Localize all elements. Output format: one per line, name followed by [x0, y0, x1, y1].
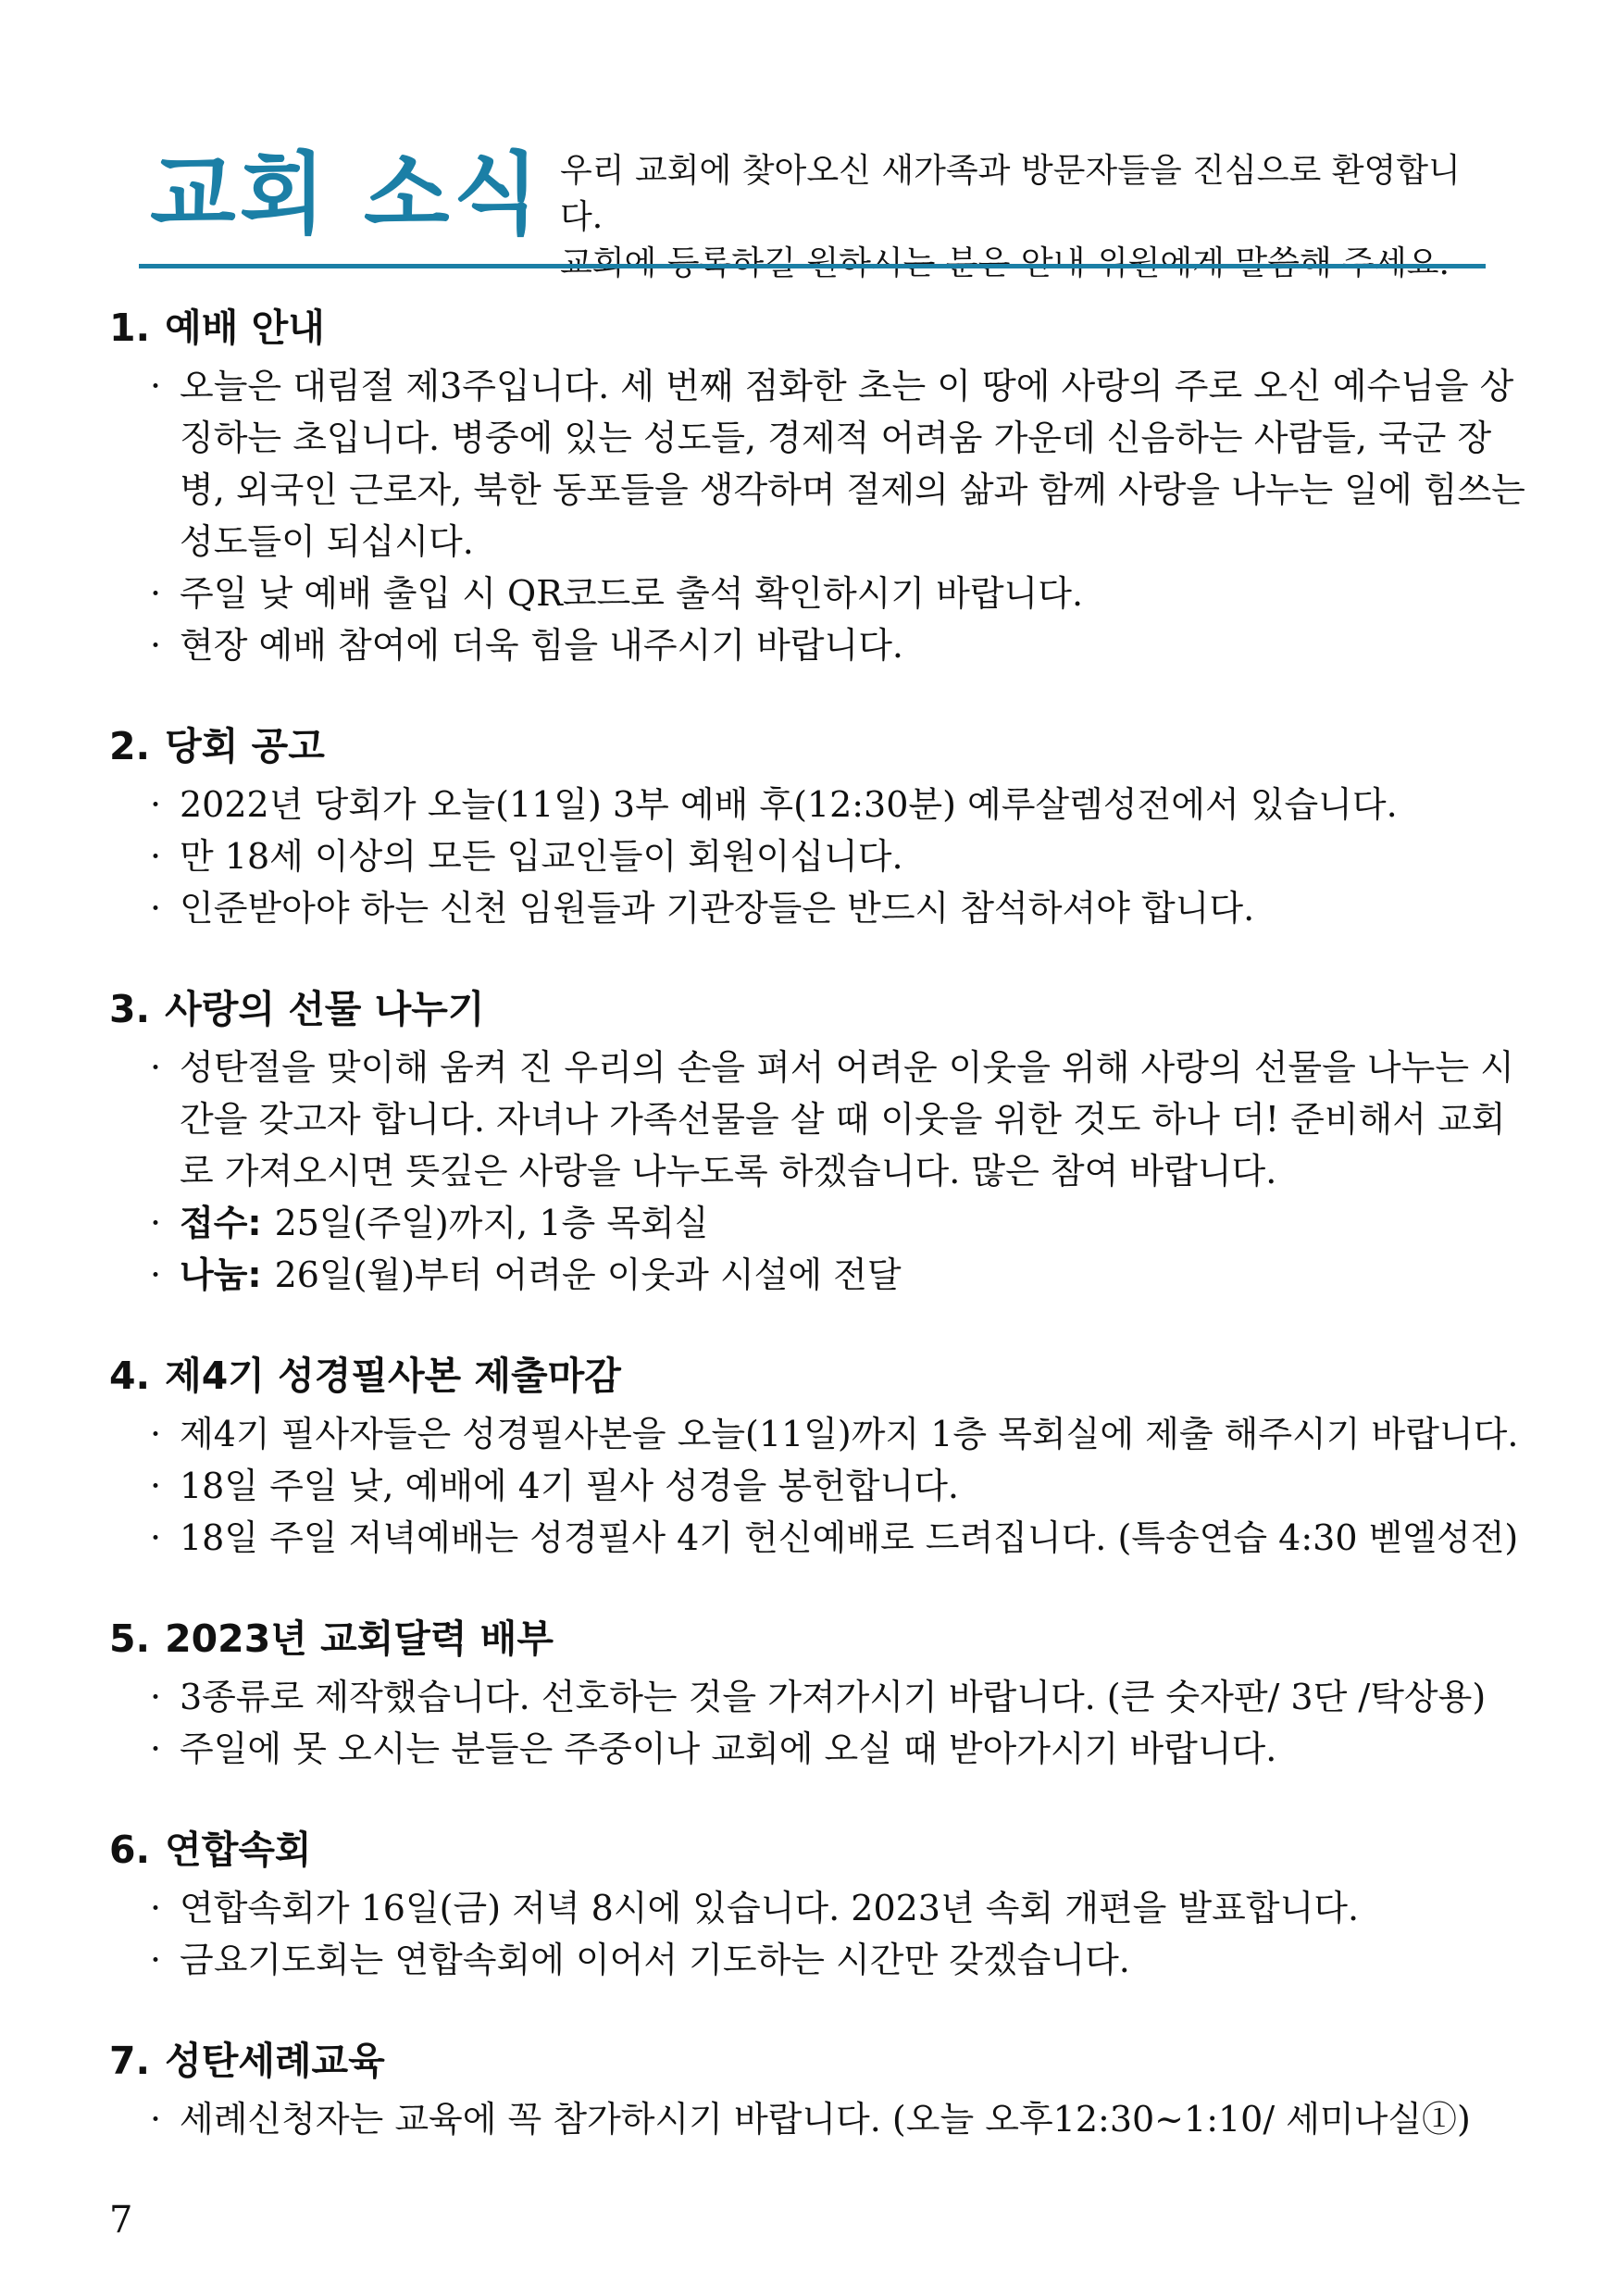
section-5	[109, 1612, 1535, 1775]
list-item	[109, 882, 1535, 934]
section-number: 2.	[109, 724, 151, 768]
bullet-dot: ·	[150, 1203, 162, 1243]
item-text: 연합속회가 16일(금) 저녁 8시에 있습니다. 2023년 속회 개편을 발표합니다.	[180, 1888, 1360, 1928]
section-heading	[109, 719, 1535, 773]
bullet-dot: ·	[150, 784, 162, 825]
bullet-dot: ·	[150, 1888, 162, 1928]
section-1	[109, 301, 1535, 671]
section-4	[109, 1349, 1535, 1564]
bullet-dot: ·	[150, 1466, 162, 1506]
item-text: 세례신청자는 교육에 꼭 참가하시기 바랍니다. (오늘 오후12:30~1:10/ 세미나실①)	[180, 2099, 1471, 2140]
list-item	[109, 1934, 1535, 1986]
bullet-dot: ·	[150, 1517, 162, 1558]
section-heading	[109, 1349, 1535, 1403]
list-item	[109, 1408, 1535, 1460]
item-text: 성탄절을 맞이해 움켜 진 우리의 손을 펴서 어려운 이웃을 위해 사랑의 선물을 나누는 시간을 갖고자 합니다. 자녀나 가족선물을 살 때 이웃을 위한 것도 하나 더! 준비해서 교회로 가져오시면 뜻깊은 사랑을 나누도록 하겠습니다. 많은 참여 바랍니다.	[180, 1047, 1514, 1192]
item-label: 나눔:	[180, 1254, 262, 1295]
list-item	[109, 1460, 1535, 1512]
section-number: 6.	[109, 1828, 151, 1872]
item-label: 접수:	[180, 1203, 262, 1243]
list-item	[109, 619, 1535, 671]
bullet-dot: ·	[150, 366, 162, 406]
bullet-dot: ·	[150, 1047, 162, 1088]
bullet-dot: ·	[150, 1728, 162, 1769]
section-heading	[109, 1823, 1535, 1877]
bullet-dot: ·	[150, 573, 162, 614]
section-number: 7.	[109, 2039, 151, 2083]
bullet-dot: ·	[150, 888, 162, 929]
section-title: 연합속회	[165, 1828, 312, 1872]
list-item	[109, 1882, 1535, 1934]
item-text: 주일 낮 예배 출입 시 QR코드로 출석 확인하시기 바랍니다.	[180, 573, 1084, 614]
section-6	[109, 1823, 1535, 1986]
list-item	[109, 360, 1535, 568]
section-title: 사랑의 선물 나누기	[165, 987, 485, 1031]
item-text: 26일(월)부터 어려운 이웃과 시설에 전달	[274, 1254, 902, 1295]
item-text: 만 18세 이상의 모든 입교인들이 회원이십니다.	[180, 836, 903, 877]
bullet-dot: ·	[150, 625, 162, 666]
item-text: 25일(주일)까지, 1층 목회실	[274, 1203, 709, 1243]
item-text: 인준받아야 하는 신천 임원들과 기관장들은 반드시 참석하셔야 합니다.	[180, 888, 1255, 929]
list-item	[109, 1671, 1535, 1723]
list-item	[109, 568, 1535, 619]
item-text: 주일에 못 오시는 분들은 주중이나 교회에 오실 때 받아가시기 바랍니다.	[180, 1728, 1277, 1769]
section-title: 성탄세례교육	[165, 2039, 385, 2083]
bullet-dot: ·	[150, 1677, 162, 1717]
list-item	[109, 1249, 1535, 1301]
section-2	[109, 719, 1535, 934]
section-number: 1.	[109, 306, 151, 350]
page-number: 7	[109, 2199, 133, 2241]
list-item	[109, 1512, 1535, 1564]
bullet-dot: ·	[150, 836, 162, 877]
item-text: 2022년 당회가 오늘(11일) 3부 예배 후(12:30분) 예루살렘성전에서 있습니다.	[180, 784, 1398, 825]
section-3	[109, 982, 1535, 1301]
section-7	[109, 2034, 1535, 2145]
item-text: 금요기도회는 연합속회에 이어서 기도하는 시간만 갖겠습니다.	[180, 1940, 1130, 1980]
list-item	[109, 830, 1535, 882]
announcement-sections	[109, 301, 1535, 2193]
section-heading	[109, 982, 1535, 1036]
header-divider	[139, 264, 1486, 268]
section-heading	[109, 1612, 1535, 1666]
section-title: 2023년 교회달력 배부	[165, 1616, 554, 1661]
section-heading	[109, 2034, 1535, 2088]
section-title: 당회 공고	[165, 724, 325, 768]
section-number: 5.	[109, 1616, 151, 1661]
item-text: 18일 주일 저녁예배는 성경필사 4기 헌신예배로 드려집니다. (특송연습 4:30 벧엘성전)	[180, 1517, 1519, 1558]
page-title: 교회 소식	[150, 143, 543, 246]
item-text: 현장 예배 참여에 더욱 힘을 내주시기 바랍니다.	[180, 625, 904, 666]
list-item	[109, 779, 1535, 830]
section-number: 3.	[109, 987, 151, 1031]
section-title: 예배 안내	[165, 306, 325, 350]
bullet-dot: ·	[150, 1940, 162, 1980]
page-header	[139, 139, 1481, 268]
list-item	[109, 1723, 1535, 1775]
list-item	[109, 1197, 1535, 1249]
item-text: 오늘은 대림절 제3주입니다. 세 번째 점화한 초는 이 땅에 사랑의 주로 오신 예수님을 상징하는 초입니다. 병중에 있는 성도들, 경제적 어려움 가운데 신음하는 사람들, 국군 장병, 외국인 근로자, 북한 동포들을 생각하며 절제의 삶과 함께 사랑을 나누는 일에 힘쓰는 성도들이 되십시다.	[180, 366, 1525, 562]
list-item	[109, 1042, 1535, 1197]
item-text: 18일 주일 낮, 예배에 4기 필사 성경을 봉헌합니다.	[180, 1466, 959, 1506]
section-heading	[109, 301, 1535, 355]
intro-line: 우리 교회에 찾아오신 새가족과 방문자들을 진심으로 환영합니다.	[560, 152, 1461, 236]
item-text: 3종류로 제작했습니다. 선호하는 것을 가져가시기 바랍니다. (큰 숫자판/ 3단 /탁상용)	[180, 1677, 1487, 1717]
item-text: 제4기 필사자들은 성경필사본을 오늘(11일)까지 1층 목회실에 제출 해주시기 바랍니다.	[180, 1414, 1519, 1454]
list-item	[109, 2093, 1535, 2145]
bullet-dot: ·	[150, 1414, 162, 1454]
section-title: 제4기 성경필사본 제출마감	[165, 1354, 621, 1398]
bullet-dot: ·	[150, 1254, 162, 1295]
bullet-dot: ·	[150, 2099, 162, 2140]
section-number: 4.	[109, 1354, 151, 1398]
